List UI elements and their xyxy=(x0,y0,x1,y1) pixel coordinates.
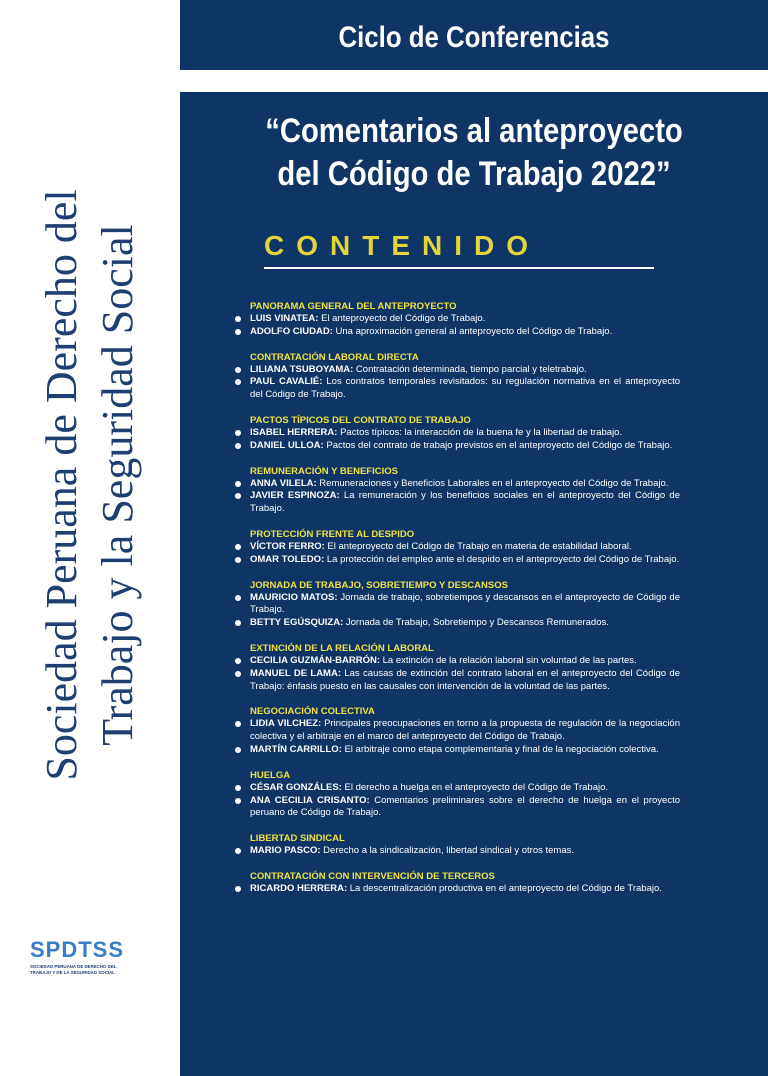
contents-list xyxy=(250,300,680,908)
speaker-name: LIDIA VILCHEZ: xyxy=(250,718,322,730)
speaker-item xyxy=(250,313,680,326)
speaker-item xyxy=(250,364,680,377)
section xyxy=(250,705,680,756)
bullet-icon xyxy=(235,557,241,563)
speaker-item xyxy=(250,617,680,630)
speaker-list xyxy=(250,883,680,896)
bullet-icon xyxy=(235,848,241,854)
divider-line xyxy=(264,267,654,269)
speaker-name: RICARDO HERRERA: xyxy=(250,882,348,894)
talk-title: Pactos del contrato de trabajo previstos en el anteproyecto del Código de Trabajo. xyxy=(323,439,673,451)
speaker-name: ANA CECILIA CRISANTO: xyxy=(250,794,370,806)
speaker-item xyxy=(250,440,680,453)
talk-title: El derecho a huelga en el anteproyecto del Código de Trabajo. xyxy=(341,781,609,793)
section xyxy=(250,351,680,402)
bullet-icon xyxy=(235,886,241,892)
heading-line2: del Código de Trabajo 2022” xyxy=(277,155,671,193)
section-title: JORNADA DE TRABAJO, SOBRETIEMPO Y DESCANSOS xyxy=(250,579,508,591)
bullet-icon xyxy=(235,721,241,727)
banner-title: Ciclo de Conferencias xyxy=(338,21,610,54)
society-title-line2: Trabajo y la Seguridad Social xyxy=(93,224,142,746)
bullet-icon xyxy=(235,620,241,626)
speaker-item xyxy=(250,478,680,491)
bullet-icon xyxy=(235,430,241,436)
conference-heading xyxy=(180,110,768,196)
speaker-list xyxy=(250,782,680,820)
speaker-list xyxy=(250,427,680,453)
speaker-name: BETTY EGÚSQUIZA: xyxy=(250,617,344,629)
speaker-list xyxy=(250,478,680,516)
speaker-name: ANNA VILELA: xyxy=(250,477,317,489)
speaker-list xyxy=(250,718,680,756)
section xyxy=(250,414,680,453)
talk-title: Pactos típicos: la interacción de la buena fe y la libertad de trabajo. xyxy=(337,426,623,438)
section-title: NEGOCIACIÓN COLECTIVA xyxy=(250,706,375,718)
section xyxy=(250,300,680,339)
bullet-icon xyxy=(235,481,241,487)
section-title: REMUNERACIÓN Y BENEFICIOS xyxy=(250,465,398,477)
talk-title: Jornada de trabajo, sobretiempos y descansos en el anteproyecto de Código de Trabajo. xyxy=(250,591,680,616)
talk-title: El anteproyecto del Código de Trabajo. xyxy=(318,313,486,324)
section xyxy=(250,465,680,516)
talk-title: Derecho a la sindicalización, libertad sindical y otros temas. xyxy=(320,845,574,857)
talk-title: Contratación determinada, tiempo parcial y teletrabajo. xyxy=(353,363,587,375)
speaker-name: JAVIER ESPINOZA: xyxy=(250,490,340,502)
speaker-name: MARTÍN CARRILLO: xyxy=(250,743,342,755)
speaker-item xyxy=(250,795,680,821)
speaker-item xyxy=(250,782,680,795)
section-title: LIBERTAD SINDICAL xyxy=(250,833,345,845)
spdtss-logo xyxy=(30,938,140,975)
talk-title: La remuneración y los beneficios sociales en el anteproyecto del Código de Trabajo. xyxy=(250,490,680,515)
bullet-icon xyxy=(235,316,241,322)
speaker-item xyxy=(250,744,680,757)
section xyxy=(250,642,680,693)
talk-title: Una aproximación general al anteproyecto del Código de Trabajo. xyxy=(332,325,613,337)
section xyxy=(250,832,680,858)
speaker-name: MAURICIO MATOS: xyxy=(250,591,338,603)
logo-subtitle-line2: TRABAJO Y DE LA SEGURIDAD SOCIAL xyxy=(30,969,115,975)
speaker-list xyxy=(250,313,680,339)
talk-title: La extinción de la relación laboral sin voluntad de las partes. xyxy=(380,654,637,666)
vertical-society-title xyxy=(0,0,180,1076)
section xyxy=(250,769,680,820)
logo-subtitle xyxy=(30,964,140,975)
logo-subtitle-line1: SOCIEDAD PERUANA DE DERECHO DEL xyxy=(30,964,117,969)
speaker-list xyxy=(250,845,680,858)
talk-title: El arbitraje como etapa complementaria y final de la negociación colectiva. xyxy=(341,743,659,755)
talk-title: Comentarios preliminares sobre el derecho de huelga en el proyecto peruano de Código de Trabajo. xyxy=(250,794,680,819)
speaker-name: VÍCTOR FERRO: xyxy=(250,540,325,552)
bullet-icon xyxy=(235,798,241,804)
logo-mark: SPDTSS xyxy=(30,937,125,962)
section-title: CONTRATACIÓN LABORAL DIRECTA xyxy=(250,351,419,363)
speaker-item xyxy=(250,541,680,554)
speaker-name: ISABEL HERRERA: xyxy=(250,426,338,438)
section-title: EXTINCIÓN DE LA RELACIÓN LABORAL xyxy=(250,642,434,654)
bullet-icon xyxy=(235,329,241,335)
section xyxy=(250,528,680,567)
top-banner xyxy=(180,0,768,70)
bullet-icon xyxy=(235,443,241,449)
talk-title: Las causas de extinción del contrato laboral en el anteproyecto del Código de Trabajo: énfasis puesto en las causales con intervención de la voluntad de las partes. xyxy=(250,667,680,692)
section-title: CONTRATACIÓN CON INTERVENCIÓN DE TERCEROS xyxy=(250,870,495,882)
speaker-item xyxy=(250,718,680,744)
speaker-item xyxy=(250,592,680,618)
speaker-item xyxy=(250,490,680,516)
bullet-icon xyxy=(235,493,241,499)
speaker-item xyxy=(250,655,680,668)
speaker-item xyxy=(250,326,680,339)
bullet-icon xyxy=(235,595,241,601)
speaker-item xyxy=(250,376,680,402)
talk-title: Principales preocupaciones en torno a la propuesta de regulación de la negociación colectiva y el arbitraje en el marco del anteproyecto del Código de Trabajo. xyxy=(250,718,680,743)
speaker-name: DANIEL ULLOA: xyxy=(250,439,324,451)
talk-title: Los contratos temporales revisitados: su regulación normativa en el anteproyecto del Código de Trabajo. xyxy=(250,376,680,401)
bullet-icon xyxy=(235,658,241,664)
speaker-list xyxy=(250,364,680,402)
speaker-item xyxy=(250,427,680,440)
speaker-name: PAUL CAVALIÉ: xyxy=(250,376,323,388)
bullet-icon xyxy=(235,367,241,373)
bullet-icon xyxy=(235,785,241,791)
bullet-icon xyxy=(235,747,241,753)
speaker-name: CECILIA GUZMÁN-BARRÓN: xyxy=(250,654,380,666)
section-title: PANORAMA GENERAL DEL ANTEPROYECTO xyxy=(250,301,457,312)
speaker-name: LILIANA TSUBOYAMA: xyxy=(250,363,354,375)
speaker-item xyxy=(250,883,680,896)
bullet-icon xyxy=(235,379,241,385)
bullet-icon xyxy=(235,671,241,677)
talk-title: Remuneraciones y Beneficios Laborales en el anteproyecto del Código de Trabajo. xyxy=(316,477,669,489)
speaker-name: MANUEL DE LAMA: xyxy=(250,667,341,679)
society-title-line1: Sociedad Peruana de Derecho del xyxy=(37,189,86,781)
speaker-name: MARIO PASCO: xyxy=(250,845,321,857)
speaker-name: ADOLFO CIUDAD: xyxy=(250,325,333,337)
speaker-list xyxy=(250,592,680,630)
bullet-icon xyxy=(235,544,241,550)
talk-title: El anteproyecto del Código de Trabajo en materia de estabilidad laboral. xyxy=(324,540,632,552)
talk-title: La descentralización productiva en el anteproyecto del Código de Trabajo. xyxy=(347,882,662,894)
speaker-item xyxy=(250,845,680,858)
speaker-name: LUIS VINATEA: xyxy=(250,313,319,324)
speaker-list xyxy=(250,655,680,693)
section-title: PROTECCIÓN FRENTE AL DESPIDO xyxy=(250,528,415,540)
heading-line1: “Comentarios al anteproyecto xyxy=(265,112,683,150)
section-title: PACTOS TÍPICOS DEL CONTRATO DE TRABAJO xyxy=(250,414,471,426)
section xyxy=(250,579,680,630)
talk-title: La protección del empleo ante el despido en el anteproyecto del Código de Trabajo. xyxy=(324,553,680,565)
speaker-item xyxy=(250,554,680,567)
section xyxy=(250,870,680,896)
talk-title: Jornada de Trabajo, Sobretiempo y Descansos Remunerados. xyxy=(343,617,609,629)
speaker-item xyxy=(250,668,680,694)
speaker-list xyxy=(250,541,680,567)
speaker-name: OMAR TOLEDO: xyxy=(250,553,325,565)
main-panel xyxy=(180,92,768,1076)
contenido-label: CONTENIDO xyxy=(264,230,540,261)
speaker-name: CÉSAR GONZÁLES: xyxy=(250,781,342,793)
section-title: HUELGA xyxy=(250,769,291,781)
